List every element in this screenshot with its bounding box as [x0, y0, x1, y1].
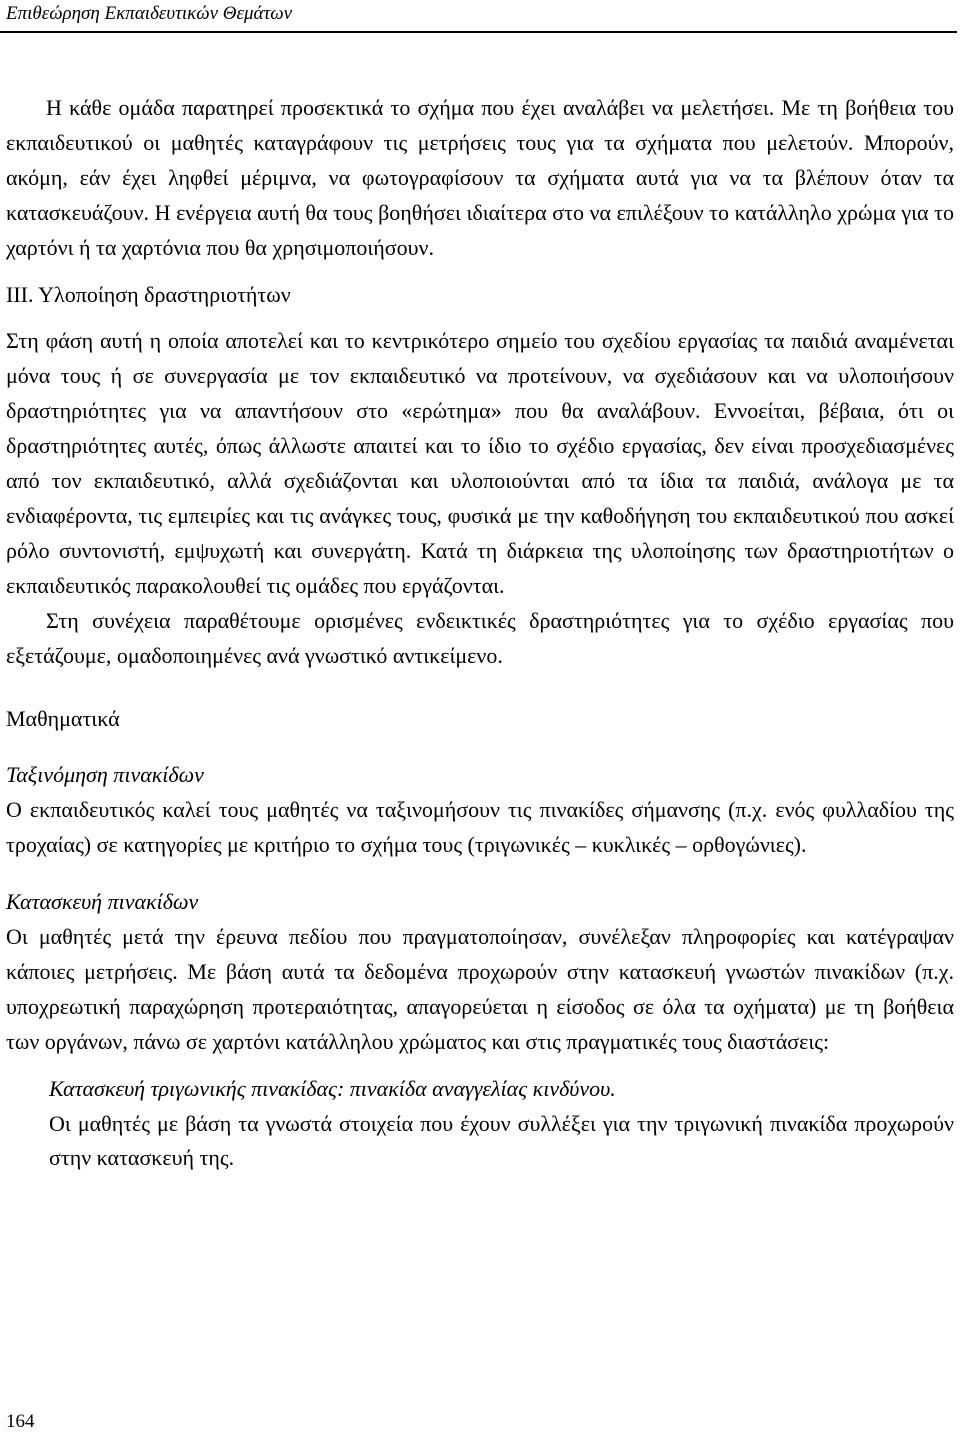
- activity-text-sign-construction: Οι μαθητές μετά την έρευνα πεδίου που πραγματοποίησαν, συνέλεξαν πληροφορίες και κατέγραψαν κάποιες μετρήσεις. Με βάση αυτά τα δεδομένα προχωρούν στην κατασκευή γνωστών πινακίδων (π.χ. υποχρεωτική παραχώρηση προτεραιότητας, απαγορεύεται η είσοδος σε όλα τα οχήματα) με τη βοήθεια των οργάνων, πάνω σε χαρτόνι κατάλληλου χρώματος και στις πραγματικές τους διαστάσεις:: [6, 924, 954, 1054]
- header-divider: [0, 31, 957, 33]
- page-content: [6, 91, 954, 1176]
- subject-heading-mathematics: Μαθηματικά: [6, 705, 120, 731]
- subactivity-text-triangular-sign: Οι μαθητές με βάση τα γνωστά στοιχεία που έχουν συλλέξει για την τριγωνική πινακίδα προχωρούν στην κατασκευή της.: [49, 1110, 954, 1171]
- activity-title-sign-classification: Ταξινόμηση πινακίδων: [6, 762, 204, 788]
- subactivity-title-triangular-sign: Κατασκευή τριγωνικής πινακίδας: πινακίδα αναγγελίας κινδύνου.: [49, 1075, 616, 1101]
- page-number: 164: [6, 1411, 35, 1432]
- activity-text-sign-classification: Ο εκπαιδευτικός καλεί τους μαθητές να ταξινομήσουν τις πινακίδες σήμανσης (π.χ. ενός φυλλαδίου της τροχαίας) σε κατηγορίες με κριτήριο το σχήμα τους (τριγωνικές – κυκλικές – ορθογώνιες).: [6, 797, 954, 858]
- paragraph-activities-intro: Στη συνέχεια παραθέτουμε ορισμένες ενδεικτικές δραστηριότητες για το σχέδιο εργασίας που εξετάζουμε, ομαδοποιημένες ανά γνωστικό αντικείμενο.: [6, 607, 954, 668]
- section-heading-implementation: ΙΙΙ. Υλοποίηση δραστηριοτήτων: [6, 281, 291, 307]
- running-header: Επιθεώρηση Εκπαιδευτικών Θεμάτων: [6, 3, 293, 24]
- paragraph-implementation-phase: Στη φάση αυτή η οποία αποτελεί και το κεντρικότερο σημείο του σχεδίου εργασίας τα παιδιά αναμένεται μόνα τους ή σε συνεργασία με τον εκπαιδευτικό να προτείνουν, να σχεδιάσουν και να υλοποιήσουν δραστηριότητες για να απαντήσουν στο «ερώτημα» που θα αναλάβουν. Εννοείται, βέβαια, ότι οι δραστηριότητες αυτές, όπως άλλωστε απαιτεί και το ίδιο το σχέδιο εργασίας, δεν είναι προσχεδιασμένες από τον εκπαιδευτικό, αλλά σχεδιάζονται και υλοποιούνται από τα ίδια τα παιδιά, ανάλογα με τα ενδιαφέροντα, τις εμπειρίες και τις ανάγκες τους, φυσικά με την καθοδήγηση του εκπαιδευτικού που ασκεί ρόλο συντονιστή, εμψυχωτή και συνεργάτη. Κατά τη διάρκεια της υλοποίησης των δραστηριοτήτων ο εκπαιδευτικός παρακολουθεί τις ομάδες που εργάζονται.: [6, 328, 954, 598]
- paragraph-observation: Η κάθε ομάδα παρατηρεί προσεκτικά το σχήμα που έχει αναλάβει να μελετήσει. Με τη βοήθεια του εκπαιδευτικού οι μαθητές καταγράφουν τις μετρήσεις τους για τα σχήματα που μελετούν. Μπορούν, ακόμη, εάν έχει ληφθεί μέριμνα, να φωτογραφίσουν τα σχήματα αυτά για να τα βλέπουν όταν τα κατασκευάζουν. Η ενέργεια αυτή θα τους βοηθήσει ιδιαίτερα στο να επιλέξουν το κατάλληλο χρώμα για το χαρτόνι ή τα χαρτόνια που θα χρησιμοποιήσουν.: [6, 95, 954, 260]
- activity-title-sign-construction: Κατασκευή πινακίδων: [6, 889, 199, 915]
